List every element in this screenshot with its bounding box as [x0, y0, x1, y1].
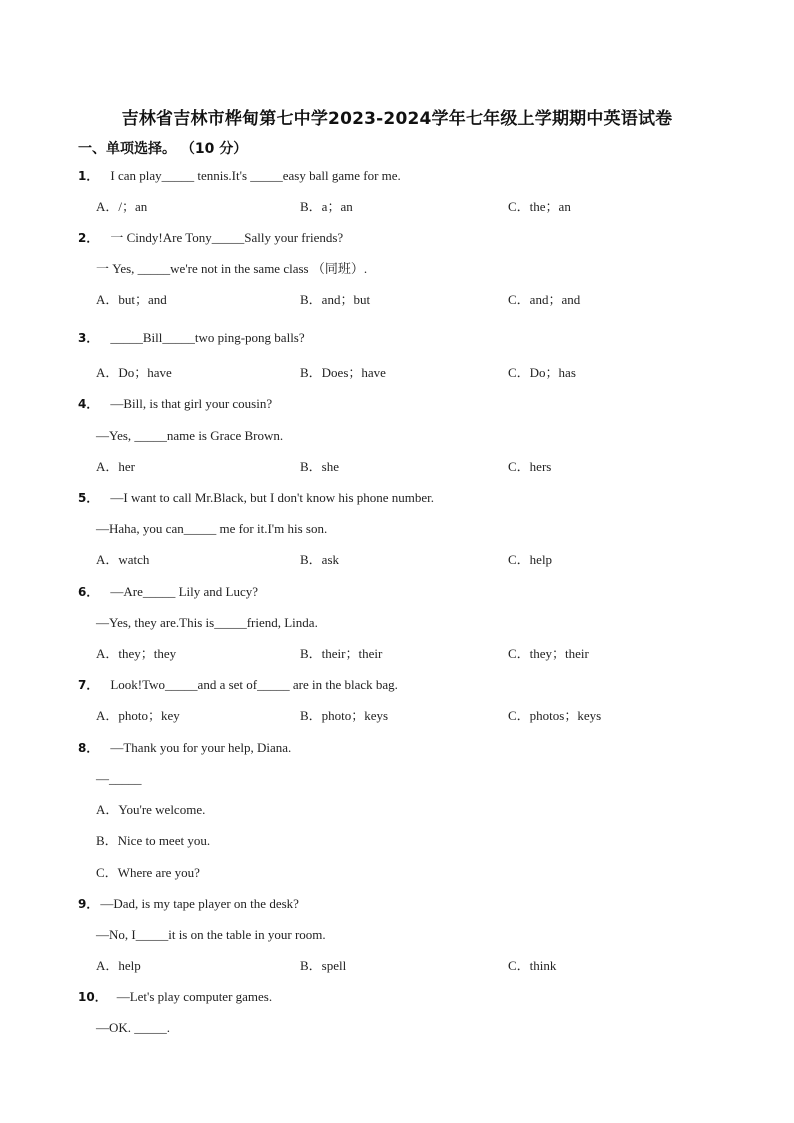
question-number: 7． — [78, 678, 99, 692]
option-c: C．photos；keys — [508, 708, 602, 723]
section-heading: 一、单项选择。 （10 分） — [78, 141, 248, 157]
question-text: —_____ — [96, 771, 142, 786]
option-a: A．help — [96, 958, 141, 973]
question-text: —No, I_____it is on the table in your room. — [96, 927, 326, 942]
option-b: B．and；but — [300, 292, 371, 307]
question-text: Look!Two_____and a set of_____ are in the black bag. — [110, 677, 398, 692]
option-b: B．Nice to meet you. — [96, 833, 211, 848]
option-b: B．a；an — [300, 199, 353, 214]
question-text: —Thank you for your help, Diana. — [110, 740, 292, 755]
option-b: B．she — [300, 459, 340, 474]
exam-title: 吉林省吉林市桦甸第七中学2023-2024学年七年级上学期期中英语试卷 — [121, 109, 673, 129]
question-number: 3． — [78, 331, 99, 345]
question-text: —Dad, is my tape player on the desk? — [100, 896, 299, 911]
option-c: C．Do；has — [508, 365, 576, 380]
question-text: —Yes, _____name is Grace Brown. — [96, 428, 284, 443]
question-text: _____Bill_____two ping-pong balls? — [110, 330, 305, 345]
question-text: —Haha, you can_____ me for it.I'm his son. — [96, 521, 328, 536]
option-b: B．ask — [300, 552, 340, 567]
question-text: 一 Yes, _____we're not in the same class （同班）. — [96, 261, 368, 276]
option-a: A．/；an — [96, 199, 148, 214]
question-text: —OK. _____. — [96, 1020, 171, 1035]
option-c: C．the；an — [508, 199, 571, 214]
option-a: A．watch — [96, 552, 150, 567]
option-b: B．spell — [300, 958, 347, 973]
question-text: —Yes, they are.This is_____friend, Linda. — [96, 615, 318, 630]
option-a: A．but；and — [96, 292, 167, 307]
question-text: —I want to call Mr.Black, but I don't know his phone number. — [110, 490, 435, 505]
question-number: 4． — [78, 397, 99, 411]
question-number: 2． — [78, 231, 99, 245]
option-b: B．their；their — [300, 646, 383, 661]
option-c: C．Where are you? — [96, 865, 200, 880]
question-number: 6． — [78, 585, 99, 599]
question-text: —Let's play computer games. — [116, 989, 273, 1004]
question-text: —Bill, is that girl your cousin? — [110, 396, 273, 411]
option-a: A．Do；have — [96, 365, 172, 380]
question-number: 5． — [78, 491, 99, 505]
question-number: 10． — [78, 990, 107, 1004]
option-c: C．help — [508, 552, 553, 567]
question-text: I can play_____ tennis.It's _____easy ball game for me. — [110, 168, 401, 183]
option-a: A．photo；key — [96, 708, 180, 723]
question-number: 8． — [78, 741, 99, 755]
question-number: 9． — [78, 897, 99, 911]
option-a: A．You're welcome. — [96, 802, 206, 817]
option-c: C．they；their — [508, 646, 589, 661]
option-b: B．Does；have — [300, 365, 386, 380]
option-a: A．they；they — [96, 646, 177, 661]
option-b: B．photo；keys — [300, 708, 389, 723]
question-text: 一 Cindy!Are Tony_____Sally your friends? — [110, 230, 344, 245]
option-c: C．think — [508, 958, 557, 973]
option-c: C．and；and — [508, 292, 581, 307]
question-number: 1． — [78, 169, 99, 183]
question-text: —Are_____ Lily and Lucy? — [110, 584, 259, 599]
option-a: A．her — [96, 459, 135, 474]
option-c: C．hers — [508, 459, 552, 474]
